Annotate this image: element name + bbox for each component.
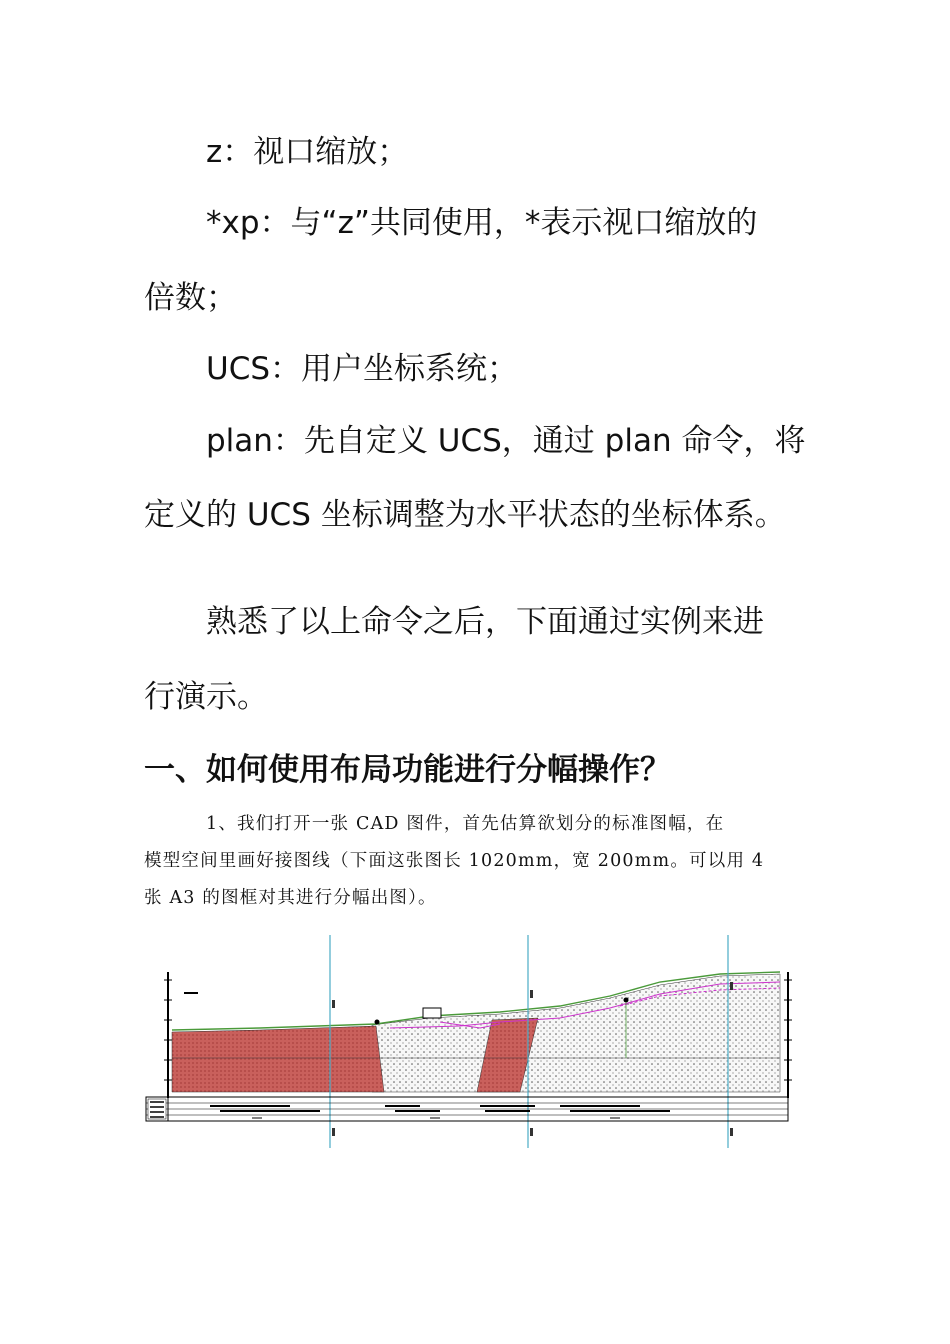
cad-profile-figure — [140, 930, 800, 1150]
bottom-data-table — [146, 1097, 788, 1121]
text-line-familiar-cont: 行演示。 — [144, 679, 268, 715]
structure-box — [423, 1008, 441, 1018]
text-line-familiar: 熟悉了以上命令之后，下面通过实例来进 — [206, 604, 764, 640]
right-scale-bar — [784, 972, 792, 1098]
dotted-strata — [372, 974, 780, 1092]
step1-line-1: 1、我们打开一张 CAD 图件，首先估算欲划分的标准图幅，在 — [206, 814, 725, 834]
text-line-ucs: UCS：用户坐标系统； — [206, 351, 519, 387]
text-line-xp-cont: 倍数； — [144, 280, 237, 316]
text-line-xp: *xp：与“z”共同使用，*表示视口缩放的 — [206, 205, 758, 241]
step1-line-2: 模型空间里画好接图线（下面这张图长 1020mm，宽 200mm。可以用 4 — [144, 851, 765, 871]
text-line-plan-cont: 定义的 UCS 坐标调整为水平状态的坐标体系。 — [144, 497, 786, 533]
section-heading: 一、如何使用布局功能进行分幅操作？ — [144, 752, 671, 788]
text-line-plan: plan：先自定义 UCS，通过 plan 命令，将 — [206, 423, 806, 459]
left-red-strata — [172, 1026, 384, 1092]
text-line-z: z：视口缩放； — [206, 134, 409, 170]
step1-line-3: 张 A3 的图框对其进行分幅出图）。 — [144, 888, 437, 908]
